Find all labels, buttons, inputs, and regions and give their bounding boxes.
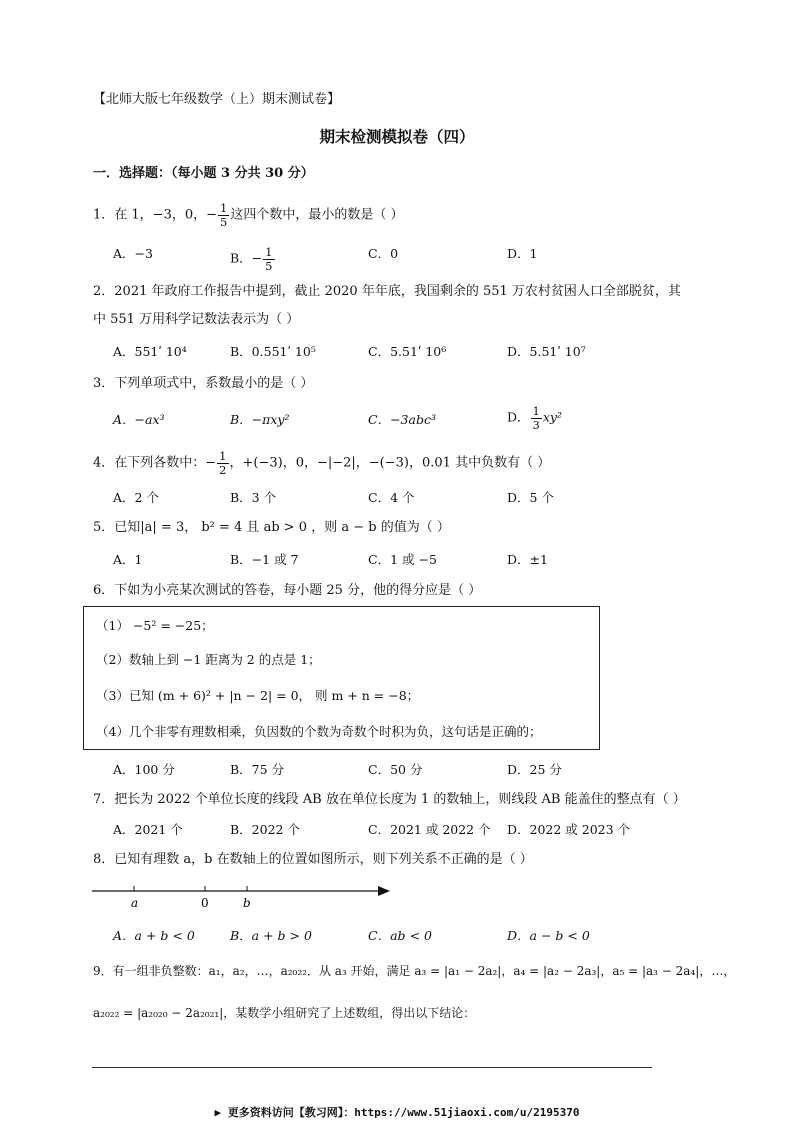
label-a: a [131, 896, 139, 910]
footer-link[interactable]: ▶ 更多资料访问【教习网】：https://www.51jiaoxi.com/u/2195370 [214, 1106, 580, 1119]
q8-option-a: A．a + b < 0 [113, 928, 195, 943]
q4-option-c: C．4 个 [368, 490, 415, 505]
label-zero: 0 [201, 896, 209, 910]
q2-option-d: D．5.51ʹ 10⁷ [507, 344, 586, 359]
q5-option-d: D．±1 [507, 552, 548, 567]
question-9-line-2: a₂₀₂₂ = |a₂₀₂₀ − 2a₂₀₂₁|，某数学小组研究了上述数组，得出以下结论： [93, 1006, 476, 1020]
q3-option-b: B．−πxy² [230, 412, 290, 427]
q6-option-a: A．100 分 [113, 762, 175, 777]
q4-option-d: D．5 个 [507, 490, 554, 505]
question-9-line-1: 9．有一组非负整数：a₁，a₂，…，a₂₀₂₂．从 a₃ 开始，满足 a₃ = |a₁ − 2a₂|，a₄ = |a₂ − 2a₃|，a₅ = |a₃ − 2a₄|，…， [93, 964, 736, 978]
q1-text-pre: 1．在 1，−3，0， [93, 207, 207, 223]
answer-line-1: （1） −5² = −25； [96, 618, 214, 633]
label-b: b [243, 896, 251, 910]
q1-fraction-sign: − [206, 207, 218, 223]
q1-fraction: $\frac{1}{5}$ [220, 201, 228, 229]
series-title: 【北师大版七年级数学（上）期末测试卷】 [93, 92, 341, 107]
q4-option-b: B．3 个 [230, 490, 277, 505]
question-7: 7．把长为 2022 个单位长度的线段 AB 放在单位长度为 1 的数轴上，则线段 AB 能盖住的整点有（ ） [93, 792, 686, 807]
q2-option-a: A．551ʹ 10⁴ [113, 344, 187, 359]
q8-option-b: B．a + b > 0 [230, 928, 312, 943]
q5-option-c: C．1 或 −5 [368, 552, 437, 567]
q4-option-a: A．2 个 [113, 490, 159, 505]
page-title: 期末检测模拟卷（四） [319, 127, 475, 146]
q7-option-a: A．2021 个 [113, 822, 183, 837]
answer-line-2: （2）数轴上到 −1 距离为 2 的点是 1； [96, 652, 321, 667]
q8-option-d: D．a − b < 0 [507, 928, 590, 943]
q6-option-c: C．50 分 [368, 762, 423, 777]
q3-option-d: D． $\frac{1}{3}$ xy² [507, 404, 562, 432]
q3-option-c: C．−3abc³ [368, 412, 436, 427]
q1-option-b: B．− $\frac{1}{5}$ [230, 245, 273, 273]
question-6: 6．下如为小亮某次测试的答卷，每小题 25 分，他的得分应是（ ） [93, 583, 482, 598]
q8-option-c: C．ab < 0 [368, 928, 432, 943]
number-line [90, 882, 390, 912]
q1-option-c: C．0 [368, 246, 399, 261]
q7-option-c: C．2021 或 2022 个 [368, 822, 491, 837]
q1-option-a: A．−3 [113, 246, 153, 261]
q3-option-a: A．−ax³ [113, 412, 165, 427]
q4-fraction: $\frac{1}{2}$ [219, 449, 227, 477]
question-4: 4．在下列各数中：− $\frac{1}{2}$ ，+(−3)，0，−|−2|，−(−3)，0.01 其中负数有（ ） [93, 449, 551, 477]
answer-line-3: （3）已知 (m + 6)² + |n − 2| = 0， 则 m + n = −8； [96, 688, 420, 703]
q7-option-d: D．2022 或 2023 个 [507, 822, 631, 837]
q2-option-b: B．0.551ʹ 10⁵ [230, 344, 316, 359]
question-8: 8．已知有理数 a，b 在数轴上的位置如图所示，则下列关系不正确的是（ ） [93, 852, 533, 867]
answer-line-4: （4）几个非零有理数相乘，负因数的个数为奇数个时积为负，这句话是正确的； [96, 724, 542, 739]
q5-option-a: A．1 [113, 552, 143, 567]
footer-rule [92, 1067, 652, 1068]
question-3: 3．下列单项式中，系数最小的是（ ） [93, 376, 314, 391]
section-heading: 一．选择题：（每小题 3 分共 30 分） [93, 166, 314, 181]
q7-option-b: B．2022 个 [230, 822, 300, 837]
q1-text-post: 这四个数中，最小的数是（ ） [230, 207, 404, 223]
q1-option-d: D．1 [507, 246, 538, 261]
q2-option-c: C．5.51ʹ 10⁶ [368, 344, 447, 359]
q6-option-b: B．75 分 [230, 762, 285, 777]
question-5: 5．已知|a| = 3， b² = 4 且 ab > 0 ，则 a − b 的值为（ ） [93, 520, 450, 535]
q6-option-d: D．25 分 [507, 762, 562, 777]
question-2-line-1: 2．2021 年政府工作报告中提到，截止 2020 年年底，我国剩余的 551 万农村贫困人口全部脱贫，其 [93, 284, 681, 299]
question-2-line-2: 中 551 万用科学记数法表示为（ ） [93, 312, 300, 327]
q5-option-b: B．−1 或 7 [230, 552, 299, 567]
question-1 [93, 202, 403, 228]
